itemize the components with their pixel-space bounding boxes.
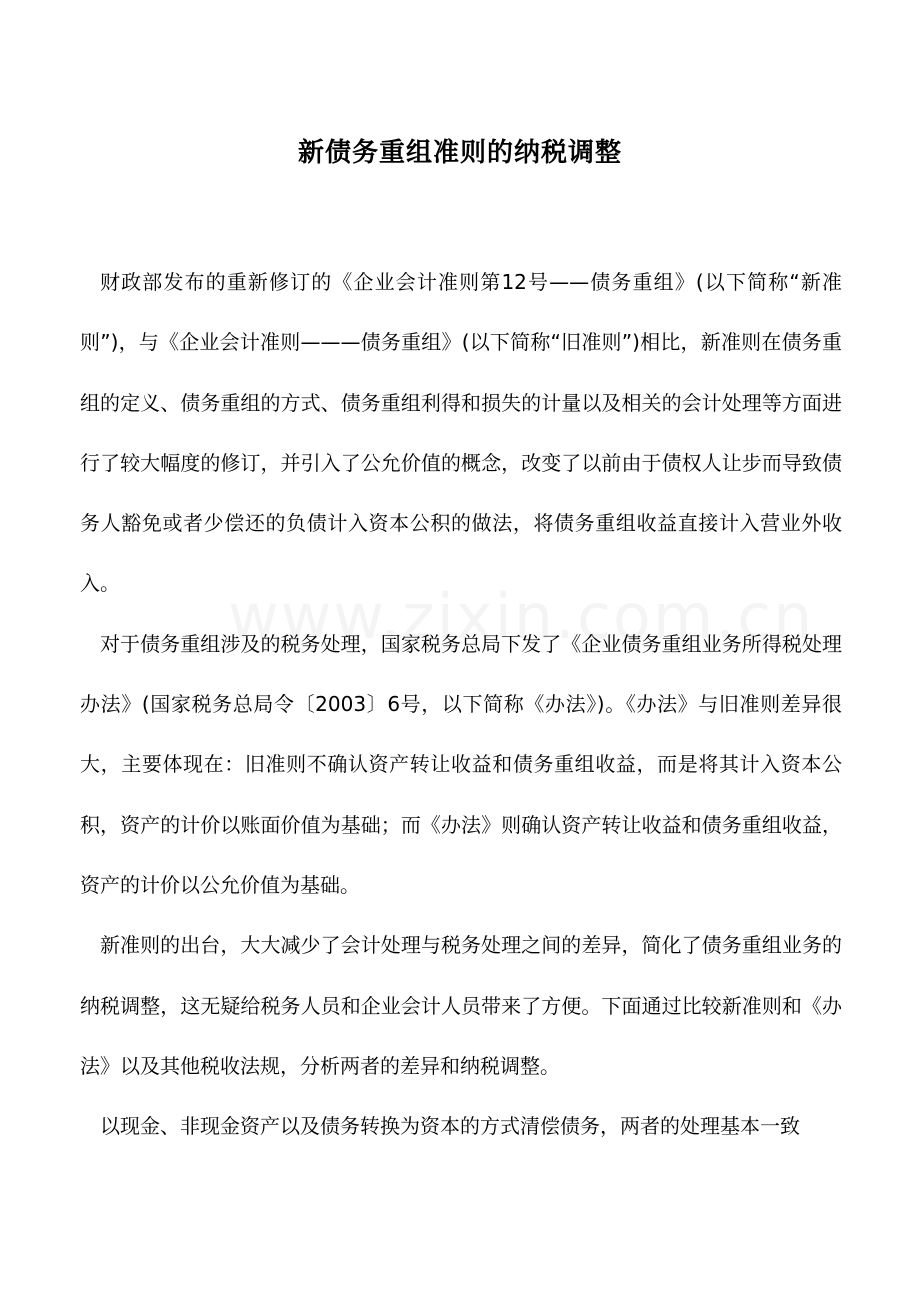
paragraph-2: 对于债务重组涉及的税务处理，国家税务总局下发了《企业债务重组业务所得税处理办法》(国家税务总局令〔2003〕6号，以下简称《办法》)。《办法》与旧准则差异很大，主要体现在：旧准则不确认资产转让收益和债务重组收益，而是将其计入资本公积，资产的计价以账面价值为基础；而《办法》则确认资产转让收益和债务重组收益，资产的计价以公允价值为基础。 (80, 631, 842, 897)
paragraph-3: 新准则的出台，大大减少了会计处理与税务处理之间的差异，简化了债务重组业务的纳税调整，这无疑给税务人员和企业会计人员带来了方便。下面通过比较新准则和《办法》以及其他税收法规，分析两者的差异和纳税调整。 (80, 933, 842, 1078)
page-title: 新债务重组准则的纳税调整 (297, 138, 622, 169)
paragraph-1: 财政部发布的重新修订的《企业会计准则第12号——债务重组》(以下简称“新准则”)，与《企业会计准则———债务重组》(以下简称“旧准则”)相比，新准则在债务重组的定义、债务重组的方式、债务重组利得和损失的计量以及相关的会计处理等方面进行了较大幅度的修订，并引入了公允价值的概念，改变了以前由于债权人让步而导致债务人豁免或者少偿还的负债计入资本公积的做法，将债务重组收益直接计入营业外收入。 (80, 270, 842, 596)
document-body (80, 252, 842, 1156)
paragraph-4: 以现金、非现金资产以及债务转换为资本的方式清偿债务，两者的处理基本一致 (100, 1114, 800, 1139)
